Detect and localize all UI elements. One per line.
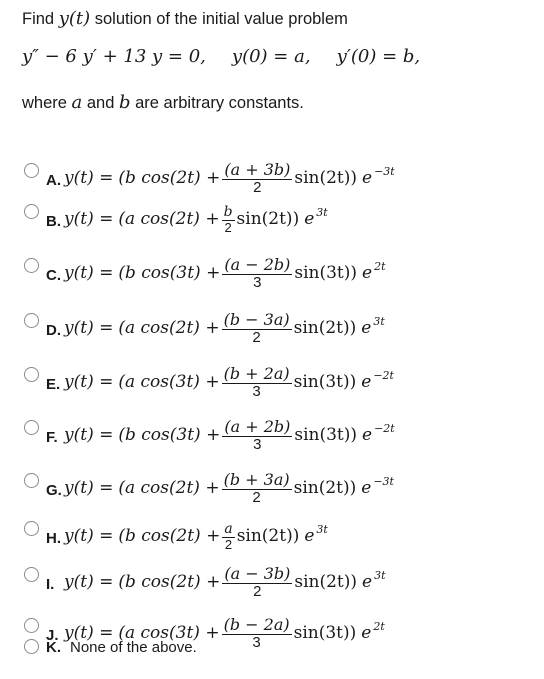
option-label: B. <box>46 213 61 230</box>
ode-expression: y″ − 6 y′ + 13 y = 0, <box>22 46 206 67</box>
option-formula <box>64 364 394 400</box>
formula-cos-term: (a cos(2t) + <box>118 478 220 498</box>
exponential-base: e <box>362 425 373 445</box>
answer-option-i[interactable] <box>24 564 494 600</box>
fraction-numerator: a <box>224 520 233 537</box>
exponential-base: e <box>361 372 372 392</box>
radio-button[interactable] <box>24 258 39 273</box>
fraction-numerator: (a − 2b) <box>224 254 291 274</box>
fraction-numerator: b <box>223 203 233 220</box>
exponent: −2t <box>373 368 394 382</box>
option-formula <box>64 564 386 600</box>
fraction-denominator: 2 <box>224 219 232 235</box>
radio-button[interactable] <box>24 367 39 382</box>
exponent: 3t <box>316 522 328 536</box>
fraction-numerator: (b + 3a) <box>223 469 290 489</box>
exponent: 2t <box>374 259 386 273</box>
note-rest: are arbitrary constants. <box>135 94 304 112</box>
fraction-denominator: 3 <box>253 435 262 453</box>
exponent: 2t <box>373 619 385 633</box>
answer-option-c[interactable] <box>24 255 494 291</box>
formula-lhs: y(t) = <box>64 572 114 592</box>
option-label: G. <box>46 482 62 499</box>
fraction <box>222 418 292 453</box>
answer-option-g[interactable] <box>24 470 494 506</box>
radio-button[interactable] <box>24 521 39 536</box>
radio-button[interactable] <box>24 639 39 654</box>
option-formula <box>64 255 386 291</box>
function-name: y(t) <box>58 8 91 29</box>
exponent: 3t <box>374 568 386 582</box>
radio-button[interactable] <box>24 618 39 633</box>
formula-lhs: y(t) = <box>64 478 114 498</box>
exponential-base: e <box>304 526 315 546</box>
formula-cos-term: (a cos(3t) + <box>118 372 220 392</box>
option-label: A. <box>46 172 61 189</box>
formula-lhs: y(t) = <box>64 623 114 643</box>
fraction-numerator: (b − 2a) <box>223 614 290 634</box>
radio-button[interactable] <box>24 163 39 178</box>
fraction-numerator: (a + 2b) <box>224 416 291 436</box>
option-label: E. <box>46 376 61 393</box>
fraction-denominator: 2 <box>253 582 262 600</box>
exponent: −2t <box>374 421 395 435</box>
exponential-base: e <box>362 572 373 592</box>
fraction-denominator: 2 <box>224 536 233 552</box>
option-label: K. <box>46 639 61 656</box>
formula-cos-term: (a cos(3t) + <box>118 623 220 643</box>
formula-cos-term: (b cos(3t) + <box>118 263 221 283</box>
fraction <box>222 522 234 551</box>
formula-lhs: y(t) = <box>64 372 114 392</box>
formula-sin-term: sin(2t)) <box>294 572 358 592</box>
note-and: and <box>86 94 115 112</box>
fraction <box>222 205 235 234</box>
option-formula <box>64 518 328 554</box>
formula-sin-term: sin(3t)) <box>293 372 357 392</box>
radio-button[interactable] <box>24 567 39 582</box>
fraction-denominator: 3 <box>252 382 261 400</box>
variable-b: b <box>119 92 131 113</box>
answer-option-f[interactable] <box>24 417 494 453</box>
option-formula <box>64 417 395 453</box>
exponential-base: e <box>361 478 372 498</box>
option-formula <box>64 201 328 237</box>
fraction <box>222 471 292 506</box>
option-label: J. <box>46 627 59 644</box>
radio-button[interactable] <box>24 420 39 435</box>
answer-option-d[interactable] <box>24 310 494 346</box>
answer-option-e[interactable] <box>24 364 494 400</box>
formula-cos-term: (b cos(2t) + <box>118 572 221 592</box>
radio-button[interactable] <box>24 313 39 328</box>
fraction-denominator: 3 <box>252 633 261 651</box>
formula-lhs: y(t) = <box>64 209 114 229</box>
formula-sin-term: sin(3t)) <box>293 623 357 643</box>
option-label: I. <box>46 576 55 593</box>
formula-cos-term: (b cos(2t) + <box>118 526 221 546</box>
formula-sin-term: sin(3t)) <box>294 425 358 445</box>
ode-equation <box>22 46 420 67</box>
exponential-base: e <box>362 263 373 283</box>
fraction <box>222 256 292 291</box>
exponential-base: e <box>361 318 372 338</box>
initial-condition-2: y′(0) = b, <box>336 46 421 67</box>
option-formula <box>64 310 385 346</box>
formula-sin-term: sin(2t)) <box>293 318 357 338</box>
question-constants-note <box>22 92 304 113</box>
exponent: −3t <box>374 164 395 178</box>
exponent: −3t <box>373 474 394 488</box>
formula-lhs: y(t) = <box>64 318 114 338</box>
formula-lhs: y(t) = <box>64 168 114 188</box>
exponential-base: e <box>362 168 373 188</box>
answer-option-b[interactable] <box>24 201 494 237</box>
option-formula <box>64 160 395 196</box>
answer-option-h[interactable] <box>24 518 494 554</box>
option-formula <box>64 470 394 506</box>
fraction-denominator: 2 <box>253 178 262 196</box>
option-label: H. <box>46 530 61 547</box>
formula-cos-term: (a cos(2t) + <box>118 318 220 338</box>
fraction-denominator: 2 <box>252 488 261 506</box>
fraction-numerator: (a − 3b) <box>224 563 291 583</box>
exponential-base: e <box>361 623 372 643</box>
fraction-denominator: 2 <box>252 328 261 346</box>
exponent: 3t <box>316 205 328 219</box>
fraction <box>222 365 292 400</box>
radio-button[interactable] <box>24 473 39 488</box>
fraction <box>222 565 292 600</box>
formula-sin-term: sin(3t)) <box>294 263 358 283</box>
radio-button[interactable] <box>24 204 39 219</box>
exponent: 3t <box>373 314 385 328</box>
fraction <box>222 161 292 196</box>
formula-sin-term: sin(2t)) <box>236 209 300 229</box>
question-text <box>22 8 348 29</box>
option-label: C. <box>46 267 61 284</box>
answer-option-a[interactable] <box>24 160 494 196</box>
question-intro: Find <box>22 10 55 28</box>
formula-sin-term: sin(2t)) <box>236 526 300 546</box>
option-label: D. <box>46 322 61 339</box>
option-text: None of the above. <box>70 639 197 656</box>
question-intro-rest: solution of the initial value problem <box>94 10 348 28</box>
fraction-numerator: (b − 3a) <box>223 309 290 329</box>
formula-lhs: y(t) = <box>64 263 114 283</box>
fraction-numerator: (b + 2a) <box>223 363 290 383</box>
exponential-base: e <box>304 209 315 229</box>
fraction-denominator: 3 <box>253 273 262 291</box>
answer-option-k[interactable] <box>24 638 494 674</box>
initial-condition-1: y(0) = a, <box>231 46 311 67</box>
option-label: F. <box>46 429 58 446</box>
fraction <box>222 311 292 346</box>
formula-lhs: y(t) = <box>64 526 114 546</box>
formula-cos-term: (b cos(3t) + <box>118 425 221 445</box>
formula-sin-term: sin(2t)) <box>294 168 358 188</box>
variable-a: a <box>71 92 83 113</box>
formula-cos-term: (b cos(2t) + <box>118 168 221 188</box>
fraction-numerator: (a + 3b) <box>224 159 291 179</box>
formula-sin-term: sin(2t)) <box>293 478 357 498</box>
note-where: where <box>22 94 67 112</box>
formula-cos-term: (a cos(2t) + <box>118 209 220 229</box>
formula-lhs: y(t) = <box>64 425 114 445</box>
